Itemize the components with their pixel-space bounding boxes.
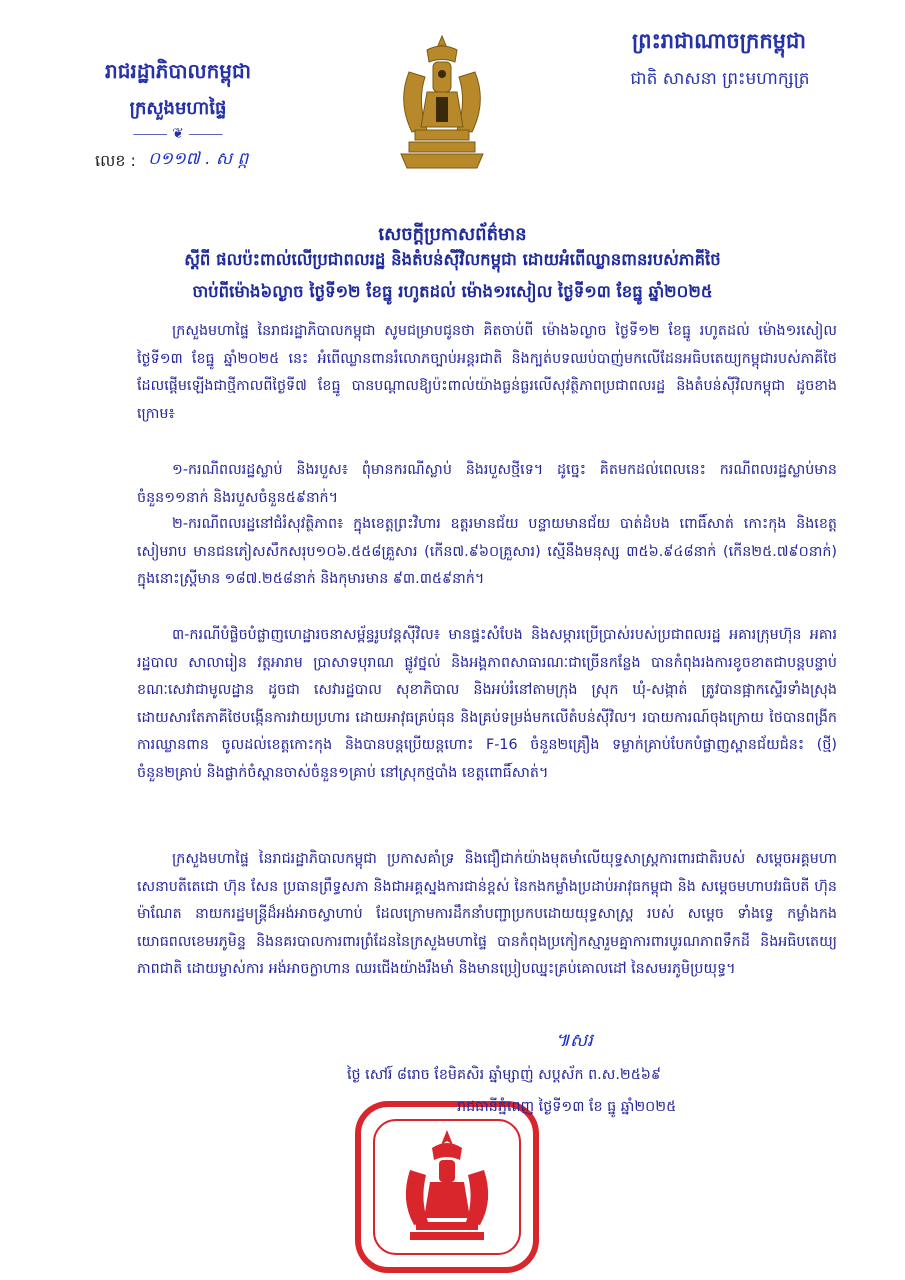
kingdom-title: ព្រះរាជាណាចក្រកម្ពុជា bbox=[631, 29, 806, 53]
reference-label: លេខ : bbox=[95, 151, 136, 170]
item-evacuees: ២-ករណីពលរដ្ឋនៅជំរំសុវត្ថិភាព៖ ក្នុងខេត្តព្រះវិហារ ឧត្តរមានជ័យ បន្ទាយមានជ័យ បាត់ដំបង ពោធិ៍សាត់ កោះកុង និងខេត្តសៀមរាប មានជនភៀសសឹកសរុប១០៦.៥៥៨គ្រួសារ (កើន៧.៩៦០គ្រួសារ) ស្មើនឹងមនុស្ស ៣៥៦.៩៤៨នាក់ (កើន២៥.៧៩០នាក់) ក្នុងនោះស្ត្រីមាន ១៨៧.២៥៨នាក់ និងកុមារមាន ៩៣.៣៥៩នាក់។ bbox=[137, 516, 837, 587]
royal-arms-emblem-icon bbox=[387, 32, 497, 172]
handwritten-initial: ៕សរ bbox=[555, 1030, 593, 1051]
item-casualties: ១-ករណីពលរដ្ឋស្លាប់ និងរបួស៖ ពុំមានករណីស្លាប់ និងរបួសថ្មីទេ។ ដូច្នេះ គិតមកដល់ពេលនេះ ករណីពលរដ្ឋស្លាប់មានចំនួន១១នាក់ និងរបួសចំនួន៥៩នាក់។ bbox=[137, 462, 837, 506]
document-type-heading: សេចក្តីប្រកាសព័ត៌មាន bbox=[378, 224, 527, 245]
closing-paragraph: ក្រសួងមហាផ្ទៃ នៃរាជរដ្ឋាភិបាលកម្ពុជា ប្រកាសគាំទ្រ និងជឿជាក់យ៉ាងមុតមាំលើយុទ្ធសាស្ត្រការពារជាតិរបស់ សម្តេចអគ្គមហាសេនាបតីតេជោ ហ៊ុន សែន ប្រធានព្រឹទ្ធសភា និងជាអគ្គស្នងការជាន់ខ្ពស់ នៃកងកម្លាំងប្រដាប់អាវុធកម្ពុជា និង សម្តេចមហាបវរធិបតី ហ៊ុន ម៉ាណែត នាយករដ្ឋមន្ត្រីដ៏អង់អាចស្វាហាប់ ដែលក្រោមការដឹកនាំបញ្ជាប្រកបដោយយុទ្ធសាស្ត្រ របស់ សម្តេច ទាំងទ្វេ កម្លាំងកងយោធពលខេមរភូមិន្ទ និងនគរបាលការពារព្រំដែននៃក្រសួងមហាផ្ទៃ បានកំពុងប្រកៀកស្មារួមគ្នាការពារបូរណភាពទឹកដី និងអធិបតេយ្យភាពជាតិ ដោយម្ចាស់ការ អង់អាចក្លាហាន ឈរជើងយ៉ាងរឹងមាំ និងមានប្រៀបឈ្នះគ្រប់គោលដៅ នៃសមរភូមិប្រយុទ្ធ។ bbox=[137, 851, 837, 977]
item-infrastructure-damage: ៣-ករណីបំផ្លិចបំផ្លាញហេដ្ឋារចនាសម្ព័ន្ធរូបវន្តស៊ីវិល៖ មានផ្ទះសំបែង និងសម្ភារប្រើប្រាស់របស់ប្រជាពលរដ្ឋ អគារក្រុមហ៊ុន អគាររដ្ឋបាល សាលារៀន វត្តអារាម ប្រាសាទបុរាណ ផ្លូវថ្នល់ និងអង្គភាពសាធារណៈជាច្រើនកន្លែង បានកំពុងរងការខូចខាតជាបន្តបន្ទាប់ ខណៈសេវាជាមូលដ្ឋាន ដូចជា សេវារដ្ឋបាល សុខាភិបាល និងអប់រំនៅតាមក្រុង ស្រុក ឃុំ-សង្កាត់ ត្រូវបានផ្អាកស្ទើរទាំងស្រុង ដោយសារតែភាគីថៃបង្កើនការវាយប្រហារ ដោយអាវុធគ្រប់ធុន និងគ្រប់ទម្រង់មកលើតំបន់ស៊ីវិល។ របាយការណ៍ចុងក្រោយ ថៃបានពង្រីកការឈ្លានពាន ចូលដល់ខេត្តកោះកុង និងបានបន្តប្រើយន្តហោះ F-16 ចំនួន២គ្រឿង ទម្លាក់គ្រាប់បែកបំផ្លាញស្ពានជ័យជំនះ (ថ្មី) ចំនួន២គ្រាប់ និងផ្លាក់ចំស្ពានចាស់ចំនួន១គ្រាប់ នៅស្រុកថ្មបាំង ខេត្តពោធិ៍សាត់។ bbox=[137, 627, 837, 781]
lunar-date: ថ្ងៃ សៅរ៍ ៨រោច ខែមិគសិរ ឆ្នាំម្សាញ់ សប្តស័ក ព.ស.២៥៦៩ bbox=[347, 1067, 662, 1083]
left-ministry-name: រាជរដ្ឋាភិបាលកម្ពុជា bbox=[105, 59, 251, 83]
reference-number: ០១១៧ . ស ព្ក bbox=[148, 149, 249, 169]
document-title-line2: ចាប់ពីម៉ោង៦ល្ងាច ថ្ងៃទី១២ ខែធ្នូ រហូតដល់ ម៉ោង១រសៀល ថ្ងៃទី១៣ ខែធ្នូ ឆ្នាំ២០២៥ bbox=[192, 282, 713, 301]
national-motto: ជាតិ សាសនា ព្រះមហាក្សត្រ bbox=[630, 69, 810, 89]
document-title-line1: ស្តីពី ផលប៉ះពាល់លើប្រជាពលរដ្ឋ និងតំបន់ស៊ីវិលកម្ពុជា ដោយអំពើឈ្លានពានរបស់ភាគីថៃ bbox=[184, 250, 721, 269]
ministry-seal-icon bbox=[340, 1090, 550, 1280]
left-subministry-name: ក្រសួងមហាផ្ទៃ bbox=[129, 98, 227, 119]
intro-paragraph: ក្រសួងមហាផ្ទៃ នៃរាជរដ្ឋាភិបាលកម្ពុជា សូមជម្រាបជូនថា គិតចាប់ពី ម៉ោង៦ល្ងាច ថ្ងៃទី១២ ខែធ្នូ រហូតដល់ ម៉ោង១រសៀល ថ្ងៃទី១៣ ខែធ្នូ ឆ្នាំ២០២៥ នេះ អំពើឈ្លានពានរំលោភច្បាប់អន្តរជាតិ និងក្បត់បទឈប់បាញ់មកលើដែនអធិបតេយ្យកម្ពុជារបស់ភាគីថៃ ដែលផ្តើមឡើងជាថ្មីកាលពីថ្ងៃទី៧ ខែធ្នូ បានបណ្តាលឱ្យប៉ះពាល់យ៉ាងធ្ងន់ធ្ងរលើសុវត្ថិភាពប្រជាពលរដ្ឋ និងតំបន់ស៊ីវិលកម្ពុជា ដូចខាងក្រោម៖ bbox=[137, 323, 837, 422]
solar-date-place: រាជធានីភ្នំពេញ ថ្ងៃទី១៣ ខែ ធ្នូ ឆ្នាំ២០២៥ bbox=[457, 1099, 677, 1115]
ornament-divider: ⸻ ❦ ⸻ bbox=[132, 126, 224, 142]
